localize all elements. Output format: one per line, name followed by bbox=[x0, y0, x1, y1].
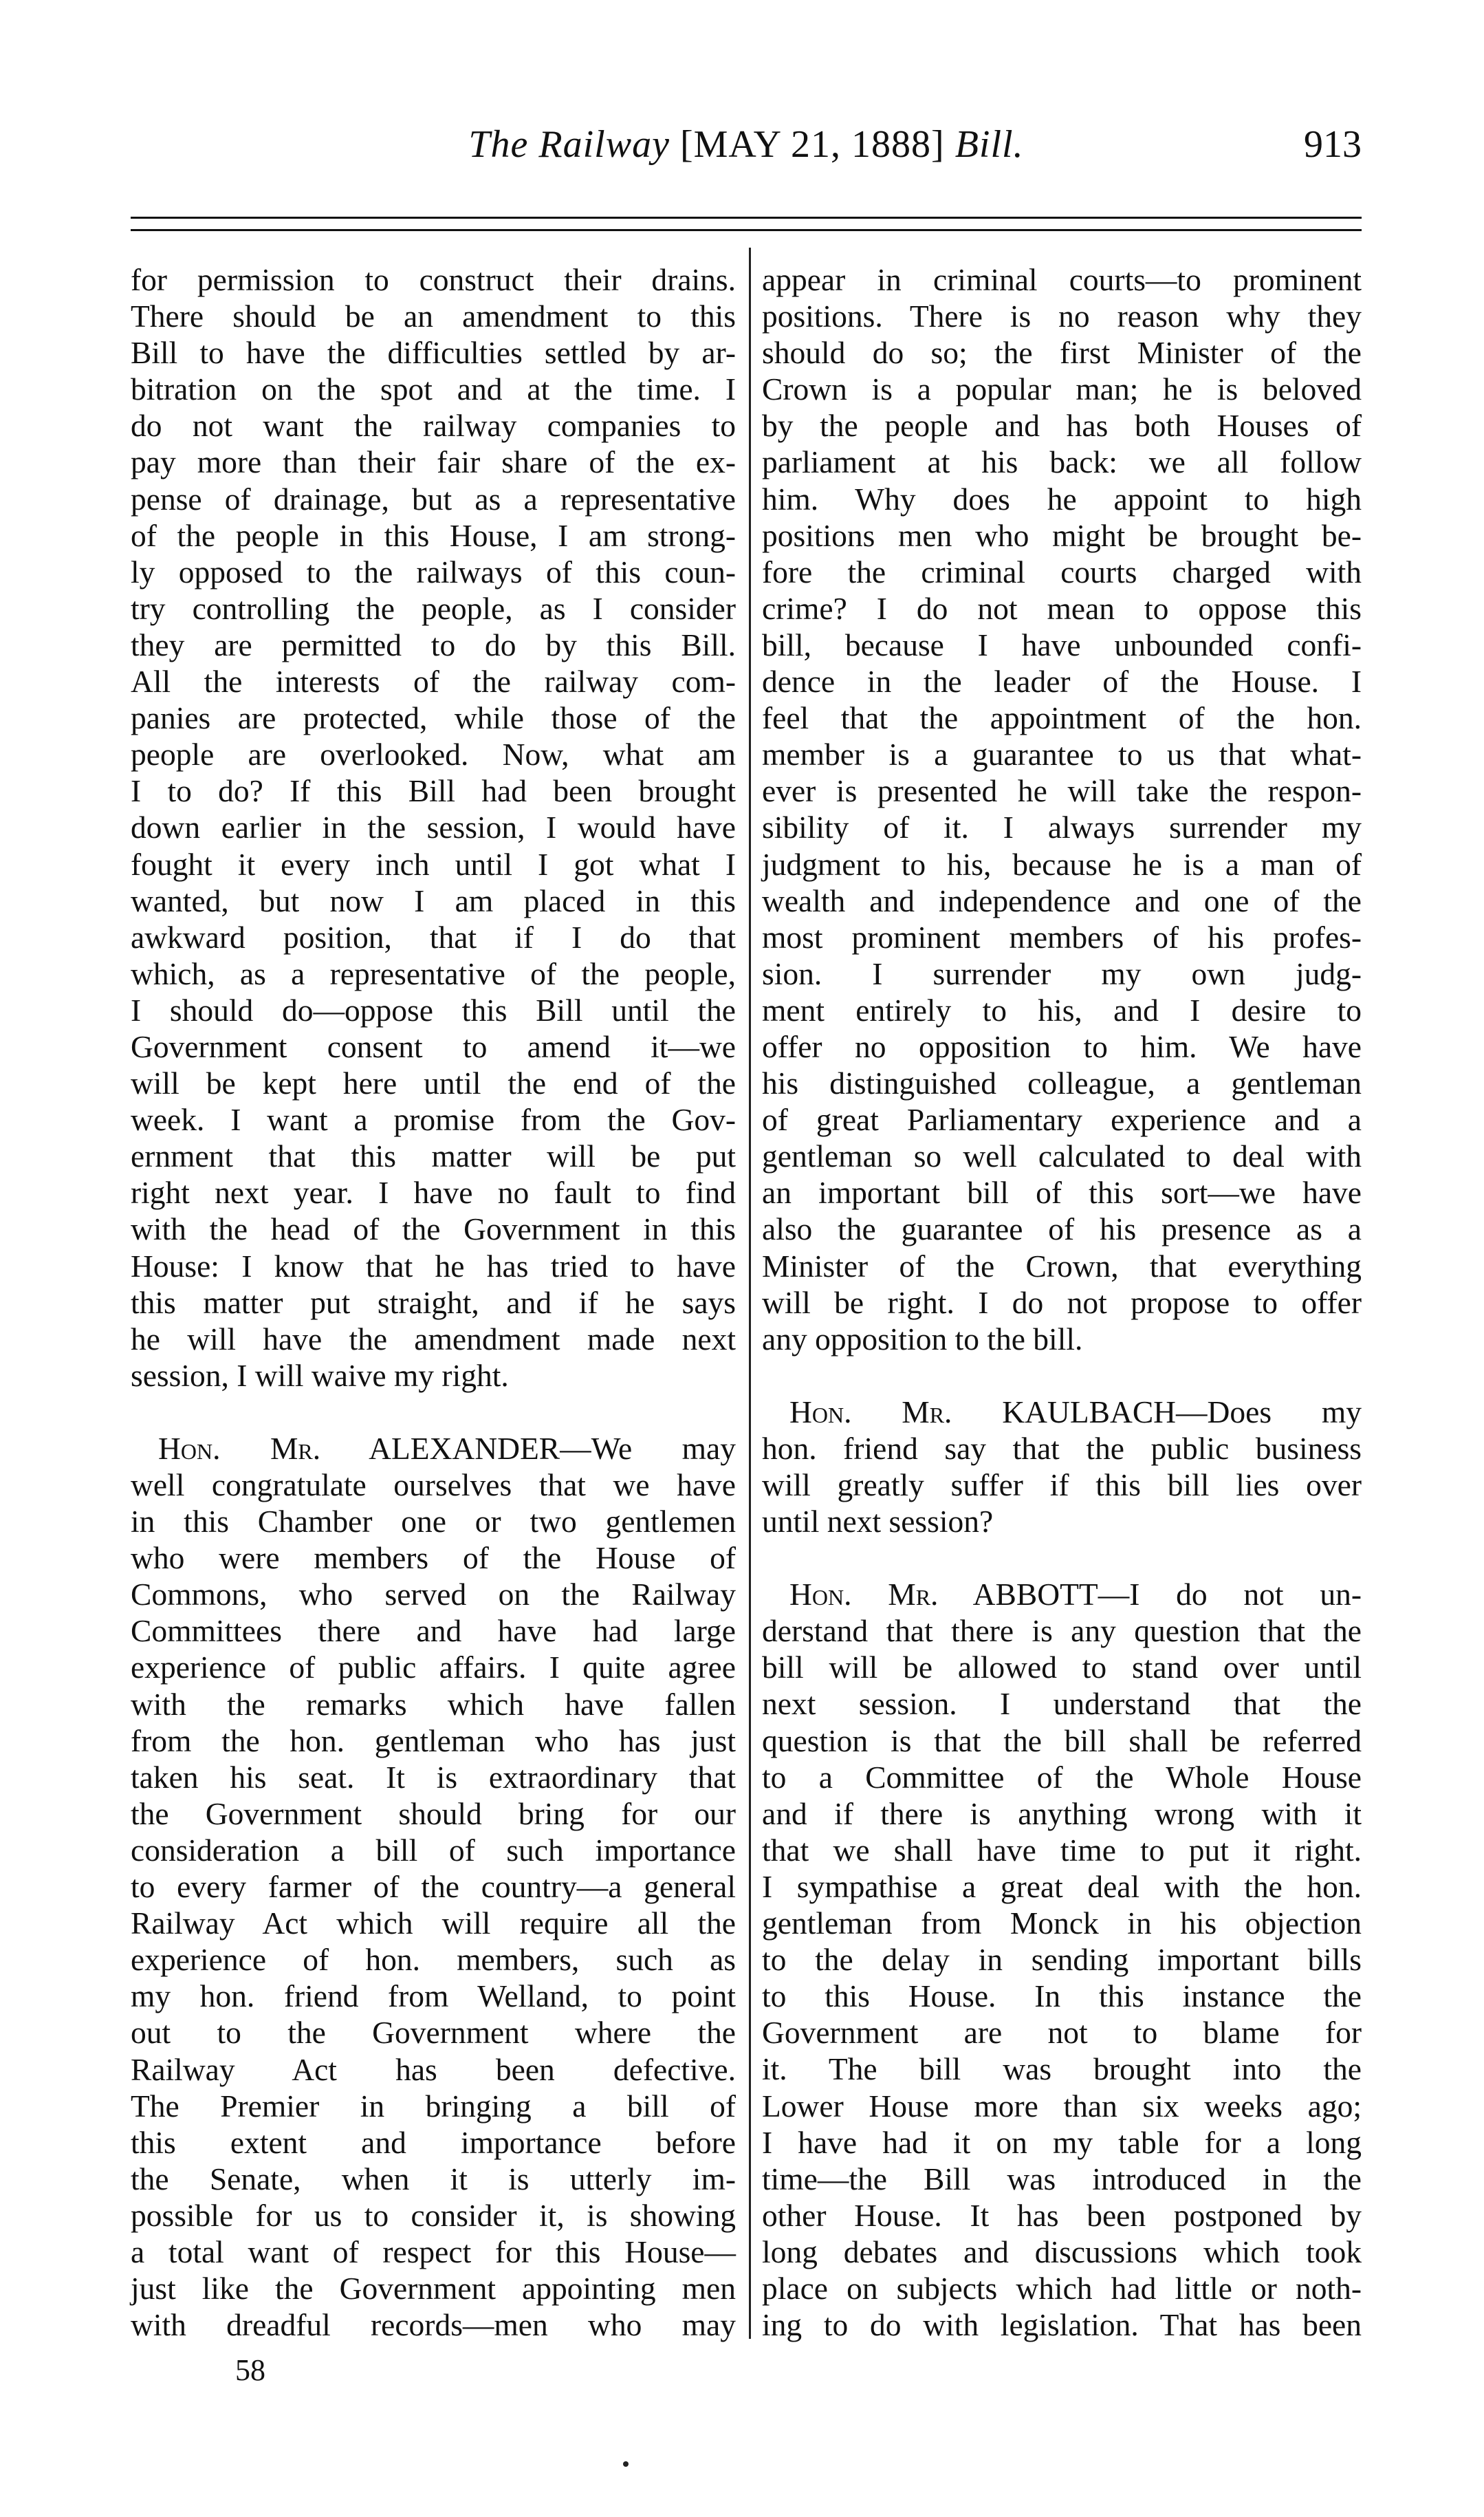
text-line: positions men who might be brought be- bbox=[762, 517, 1362, 553]
text-line: bitration on the spot and at the time. I bbox=[131, 371, 736, 407]
text-line: I have had it on my table for a long bbox=[762, 2124, 1362, 2160]
paragraph-gap bbox=[762, 1357, 1362, 1394]
text-line: The Premier in bringing a bill of bbox=[131, 2088, 736, 2124]
signature-mark: 58 bbox=[235, 2353, 265, 2387]
text-line: week. I want a promise from the Gov- bbox=[131, 1102, 736, 1138]
text-line: Bill to have the difficulties settled by ar- bbox=[131, 335, 736, 371]
text-line: people are overlooked. Now, what am bbox=[131, 737, 736, 773]
text-line: experience of public affairs. I quite agree bbox=[131, 1650, 736, 1685]
text-line: an important bill of this sort—we have bbox=[762, 1175, 1362, 1211]
text-line: consideration a bill of such importance bbox=[131, 1832, 736, 1868]
running-title bbox=[131, 122, 1362, 166]
text-line: experience of hon. members, such as bbox=[131, 1942, 736, 1978]
text-line: place on subjects which had little or noth- bbox=[762, 2270, 1362, 2306]
text-line: appear in criminal courts—to prominent bbox=[762, 262, 1362, 297]
text-line: Minister of the Crown, that everything bbox=[762, 1248, 1362, 1284]
speech-text: —I do not un- bbox=[1098, 1577, 1362, 1612]
text-line: my hon. friend from Welland, to point bbox=[131, 1978, 736, 2014]
title-prefix: The Railway bbox=[468, 123, 670, 166]
text-line: in this Chamber one or two gentlemen bbox=[131, 1504, 736, 1540]
text-line: of the people in this House, I am strong- bbox=[131, 517, 736, 553]
text-line: with dreadful records—men who may bbox=[131, 2307, 736, 2343]
text-line: next session. I understand that the bbox=[762, 1686, 1362, 1722]
text-line: with the remarks which have fallen bbox=[131, 1686, 736, 1722]
page-number: 913 bbox=[1304, 123, 1362, 166]
text-line: offer no opposition to him. We have bbox=[762, 1028, 1362, 1064]
text-line: Commons, who served on the Railway bbox=[131, 1577, 736, 1612]
title-suffix: Bill. bbox=[954, 123, 1024, 166]
text-line: feel that the appointment of the hon. bbox=[762, 700, 1362, 736]
text-line: the Government should bring for our bbox=[131, 1795, 736, 1831]
text-line: Committees there and have had large bbox=[131, 1613, 736, 1649]
column-separator bbox=[749, 248, 751, 2339]
text-line: fought it every inch until I got what I bbox=[131, 846, 736, 882]
text-line: until next session? bbox=[762, 1504, 994, 1540]
right-column bbox=[762, 261, 1362, 2343]
text-line: will greatly suffer if this bill lies over bbox=[762, 1467, 1362, 1502]
text-line: awkward position, that if I do that bbox=[131, 919, 736, 955]
text-line: that we shall have time to put it right. bbox=[762, 1832, 1362, 1868]
text-line: bill will be allowed to stand over until bbox=[762, 1650, 1362, 1685]
text-line: also the guarantee of his presence as a bbox=[762, 1211, 1362, 1247]
text-line: judgment to his, because he is a man of bbox=[762, 846, 1362, 882]
text-line: question is that the bill shall be referred bbox=[762, 1722, 1362, 1758]
text-line: possible for us to consider it, is showing bbox=[131, 2197, 736, 2233]
text-line: panies are protected, while those of the bbox=[131, 700, 736, 736]
text-line: who were members of the House of bbox=[131, 1540, 736, 1576]
text-line: to every farmer of the country—a general bbox=[131, 1869, 736, 1905]
text-line: taken his seat. It is extraordinary that bbox=[131, 1759, 736, 1795]
text-line: for permission to construct their drains. bbox=[131, 262, 736, 297]
text-line: gentleman so well calculated to deal with bbox=[762, 1138, 1362, 1174]
header-rule-top bbox=[131, 217, 1362, 219]
speaker-line bbox=[762, 1576, 1362, 1612]
text-line: and if there is anything wrong with it bbox=[762, 1795, 1362, 1831]
text-line: right next year. I have no fault to find bbox=[131, 1175, 736, 1211]
text-line: do not want the railway companies to bbox=[131, 408, 736, 444]
text-line: they are permitted to do by this Bill. bbox=[131, 627, 736, 662]
text-line: Government consent to amend it—we bbox=[131, 1028, 736, 1064]
text-line: to the delay in sending important bills bbox=[762, 1942, 1362, 1978]
text-line: other House. It has been postponed by bbox=[762, 2197, 1362, 2233]
speaker-name: Hon. Mr. ALEXANDER bbox=[158, 1430, 560, 1466]
text-line: to this House. In this instance the bbox=[762, 1978, 1362, 2014]
speech-text: —Does my bbox=[1176, 1394, 1362, 1429]
text-line: fore the criminal courts charged with bbox=[762, 554, 1362, 590]
text-line: parliament at his back: we all follow bbox=[762, 444, 1362, 480]
text-line: sibility of it. I always surrender my bbox=[762, 810, 1362, 845]
paragraph-gap bbox=[131, 1394, 736, 1430]
text-line: he will have the amendment made next bbox=[131, 1321, 736, 1357]
text-line: ment entirely to his, and I desire to bbox=[762, 992, 1362, 1028]
text-line: crime? I do not mean to oppose this bbox=[762, 590, 1362, 626]
text-line: a total want of respect for this House— bbox=[131, 2234, 736, 2269]
text-line: long debates and discussions which took bbox=[762, 2234, 1362, 2269]
text-line: of great Parliamentary experience and a bbox=[762, 1102, 1362, 1138]
text-line: Crown is a popular man; he is beloved bbox=[762, 371, 1362, 407]
text-line: well congratulate ourselves that we have bbox=[131, 1467, 736, 1502]
text-line: member is a guarantee to us that what- bbox=[762, 737, 1362, 773]
paragraph-gap bbox=[762, 1540, 1362, 1576]
text-line: session, I will waive my right. bbox=[131, 1357, 509, 1393]
speaker-line bbox=[131, 1430, 736, 1467]
text-line: most prominent members of his profes- bbox=[762, 919, 1362, 955]
text-line: Government are not to blame for bbox=[762, 2015, 1362, 2051]
text-line: I should do—oppose this Bill until the bbox=[131, 992, 736, 1028]
text-line: pense of drainage, but as a representative bbox=[131, 481, 736, 517]
running-header bbox=[131, 122, 1362, 184]
speaker-line bbox=[762, 1394, 1362, 1430]
text-line: Railway Act has been defective. bbox=[131, 2051, 736, 2087]
title-date: [MAY 21, 1888] bbox=[679, 123, 945, 166]
text-line: pay more than their fair share of the ex- bbox=[131, 444, 736, 480]
text-line: should do so; the first Minister of the bbox=[762, 335, 1362, 371]
printer-dot bbox=[623, 2461, 629, 2467]
text-line: Lower House more than six weeks ago; bbox=[762, 2088, 1362, 2124]
text-line: time—the Bill was introduced in the bbox=[762, 2161, 1362, 2196]
text-line: it. The bill was brought into the bbox=[762, 2051, 1362, 2087]
text-line: bill, because I have unbounded confi- bbox=[762, 627, 1362, 662]
text-line: gentleman from Monck in his objection bbox=[762, 1905, 1362, 1941]
text-line: Railway Act which will require all the bbox=[131, 1905, 736, 1941]
speaker-name: Hon. Mr. ABBOTT bbox=[789, 1577, 1098, 1612]
text-line: sion. I surrender my own judg- bbox=[762, 955, 1362, 991]
text-line: which, as a representative of the people, bbox=[131, 955, 736, 991]
text-line: hon. friend say that the public business bbox=[762, 1430, 1362, 1466]
text-line: him. Why does he appoint to high bbox=[762, 481, 1362, 517]
text-line: wanted, but now I am placed in this bbox=[131, 883, 736, 918]
header-rule-bottom bbox=[131, 229, 1362, 231]
text-line: ernment that this matter will be put bbox=[131, 1138, 736, 1174]
text-line: House: I know that he has tried to have bbox=[131, 1248, 736, 1284]
speech-text: —We may bbox=[560, 1430, 736, 1466]
text-line: dence in the leader of the House. I bbox=[762, 664, 1362, 700]
text-line: out to the Government where the bbox=[131, 2015, 736, 2051]
text-line: this extent and importance before bbox=[131, 2124, 736, 2160]
speaker-name: Hon. Mr. KAULBACH bbox=[789, 1394, 1177, 1429]
text-line: ly opposed to the railways of this coun- bbox=[131, 554, 736, 590]
text-line: try controlling the people, as I consider bbox=[131, 590, 736, 626]
text-line: will be kept here until the end of the bbox=[131, 1066, 736, 1101]
text-line: I sympathise a great deal with the hon. bbox=[762, 1868, 1362, 1904]
text-line: from the hon. gentleman who has just bbox=[131, 1722, 736, 1758]
text-line: by the people and has both Houses of bbox=[762, 408, 1362, 444]
text-line: with the head of the Government in this bbox=[131, 1211, 736, 1247]
text-line: will be right. I do not propose to offer bbox=[762, 1284, 1362, 1320]
text-line: ing to do with legislation. That has been bbox=[762, 2307, 1362, 2343]
text-line: just like the Government appointing men bbox=[131, 2271, 736, 2307]
text-line: this matter put straight, and if he says bbox=[131, 1284, 736, 1320]
text-line: There should be an amendment to this bbox=[131, 299, 736, 334]
text-line: any opposition to the bill. bbox=[762, 1321, 1083, 1357]
left-column bbox=[131, 261, 736, 2343]
text-line: ever is presented he will take the respon- bbox=[762, 773, 1362, 809]
text-line: derstand that there is any question that the bbox=[762, 1613, 1362, 1649]
text-line: to a Committee of the Whole House bbox=[762, 1759, 1362, 1795]
text-line: All the interests of the railway com- bbox=[131, 664, 736, 700]
text-line: down earlier in the session, I would have bbox=[131, 810, 736, 845]
text-line: positions. There is no reason why they bbox=[762, 299, 1362, 334]
text-line: I to do? If this Bill had been brought bbox=[131, 773, 736, 809]
text-line: his distinguished colleague, a gentleman bbox=[762, 1066, 1362, 1101]
text-line: the Senate, when it is utterly im- bbox=[131, 2161, 736, 2196]
text-line: wealth and independence and one of the bbox=[762, 883, 1362, 918]
